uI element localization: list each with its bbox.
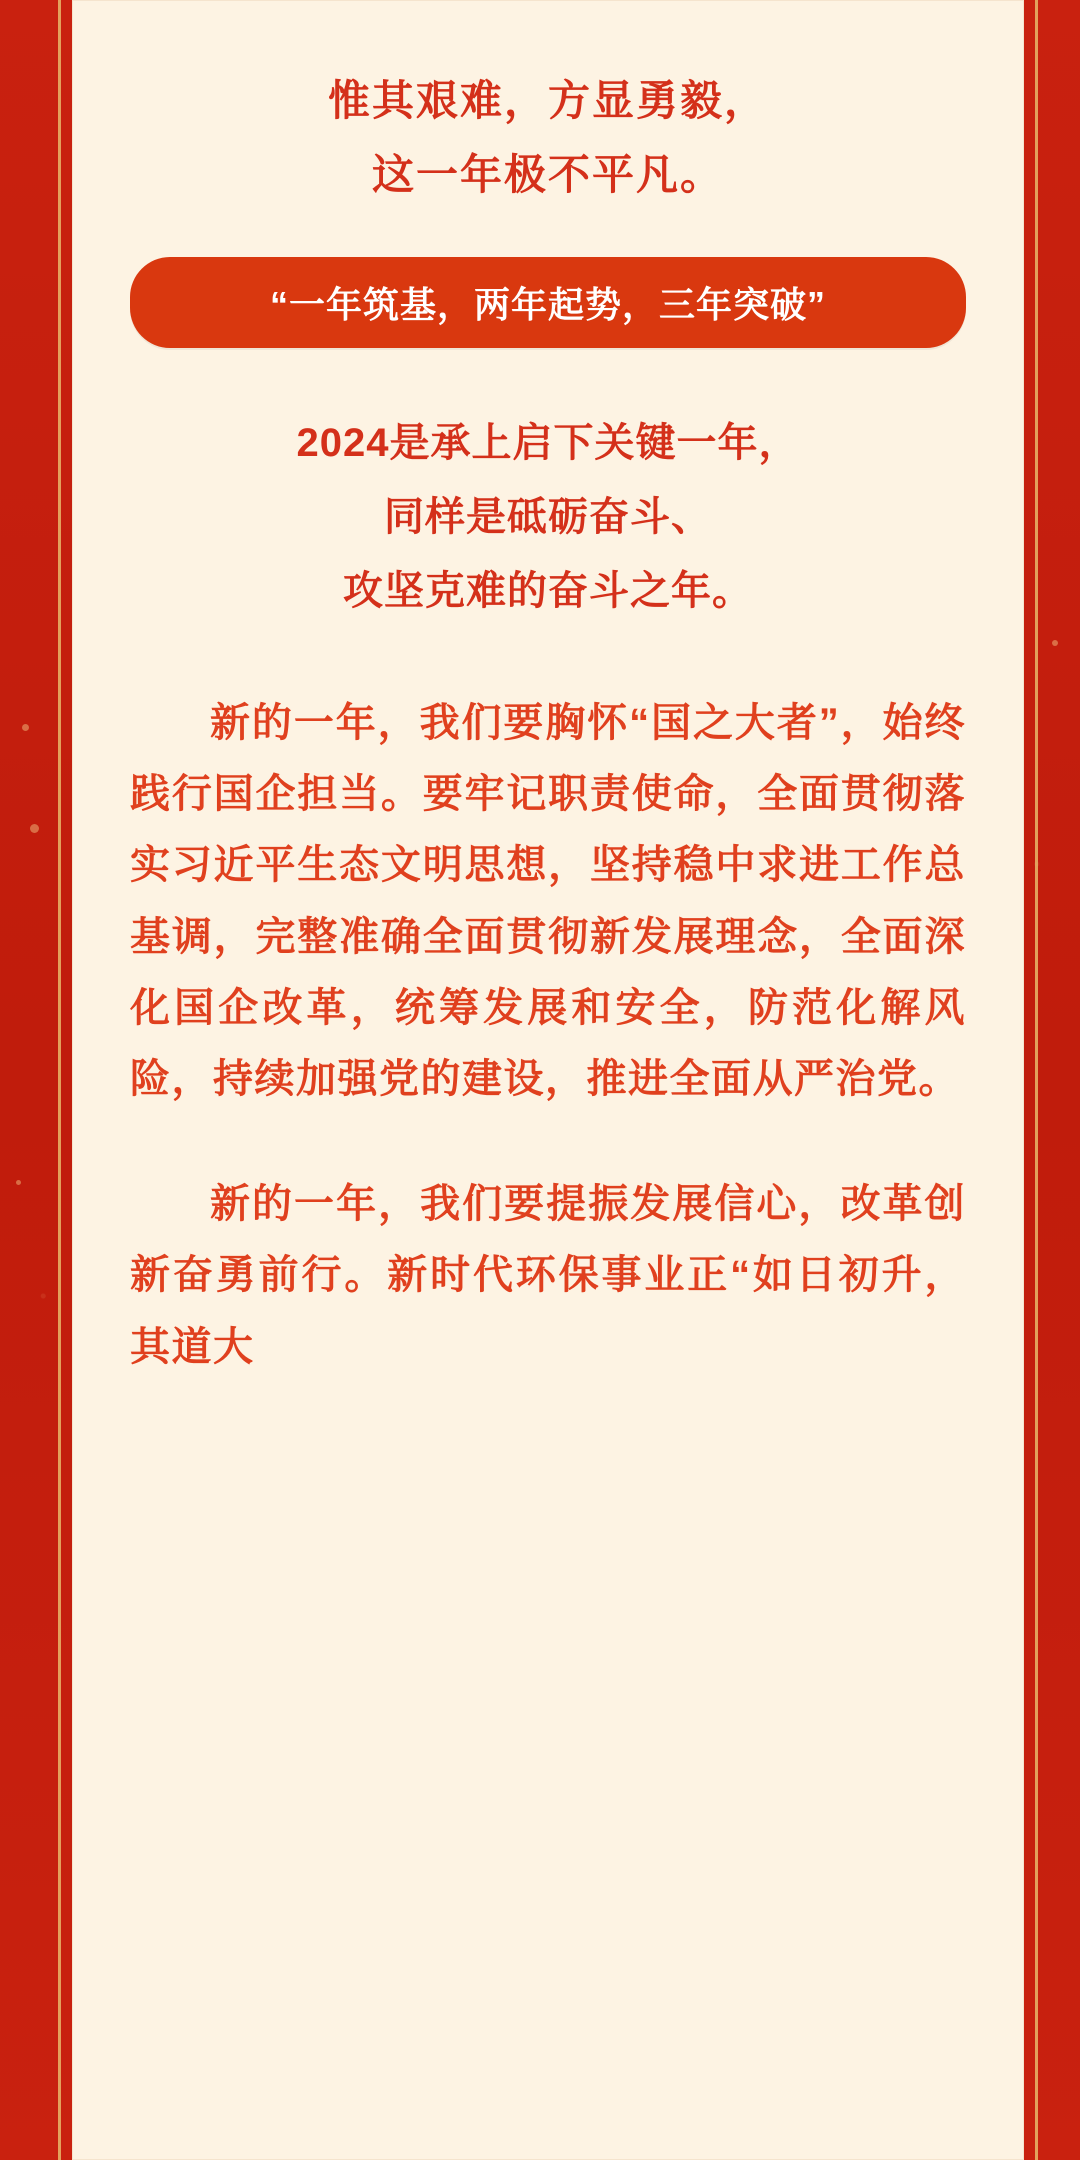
subheadline-line: 同样是砥砺奋斗、 (384, 495, 712, 539)
headline-line: 惟其艰难，方显勇毅， (327, 77, 768, 124)
slogan-banner: “一年筑基，两年起势，三年突破” (130, 257, 966, 348)
content-card (72, 0, 1024, 2160)
subheadline-line: 2024是承上启下关键一年， (296, 421, 800, 465)
subheadline-line: 攻坚克难的奋斗之年。 (343, 569, 753, 613)
texture-speckle (22, 724, 29, 731)
headline (130, 64, 966, 211)
texture-speckle (30, 824, 39, 833)
body-paragraph: 新的一年，我们要提振发展信心，改革创新奋勇前行。新时代环保事业正“如日初升，其道大 (130, 1182, 966, 1369)
texture-speckle (1052, 640, 1058, 646)
body-paragraph: 新的一年，我们要胸怀“国之大者”，始终践行国企担当。要牢记职责使命，全面贯彻落实习近平生态文明思想，坚持稳中求进工作总基调，完整准确全面贯彻新发展理念，全面深化国企改革，统筹发展和安全，防范化解风险，持续加强党的建设，推进全面从严治党。 (130, 701, 966, 1101)
headline-line: 这一年极不平凡。 (371, 150, 724, 198)
texture-speckle (16, 1180, 21, 1185)
subheadline (130, 406, 966, 628)
gold-rule-left (58, 0, 61, 2160)
gold-rule-right (1035, 0, 1038, 2160)
